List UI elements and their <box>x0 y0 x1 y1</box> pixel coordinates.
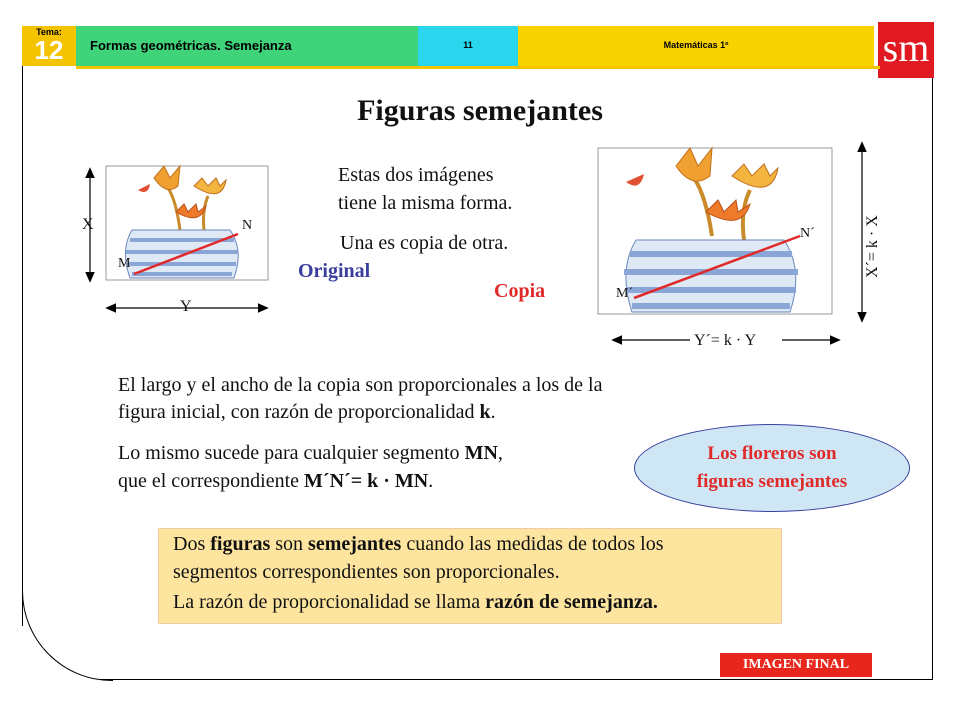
copy-vase <box>624 240 798 312</box>
label-y: Y <box>180 298 192 315</box>
intro-line-1: Estas dos imágenes <box>338 164 494 186</box>
tema-badge <box>22 26 76 66</box>
label-n: N <box>242 218 253 233</box>
logo-text: sm <box>882 25 930 70</box>
ratio-k: k <box>479 401 491 423</box>
definition-line-3: La razón de proporcionalidad se llama razón de semejanza. <box>173 591 658 613</box>
label-n-prime: N´ <box>800 226 815 241</box>
paragraph-2-line-1: Lo mismo sucede para cualquier segmento MN, <box>118 442 503 464</box>
formula-text: M´N´= k · MN <box>304 470 429 492</box>
final-image-button[interactable]: IMAGEN FINAL <box>720 653 872 677</box>
label-x: X <box>82 216 94 233</box>
frame-bottom <box>100 679 932 680</box>
unit-title <box>76 26 418 66</box>
tema-number: 12 <box>34 35 64 65</box>
subject <box>518 26 874 66</box>
note-line-2: figuras semejantes <box>696 471 848 492</box>
paragraph-1-line-2: figura inicial, con razón de proporcionalidad k. <box>118 401 496 423</box>
paragraph-2-line-2: que el correspondiente M´N´= k · MN. <box>118 470 434 492</box>
page-number <box>418 26 518 66</box>
definition-box <box>158 528 782 624</box>
copy-label: Copia <box>494 280 546 302</box>
subject-text: Matemáticas 1º <box>663 40 729 50</box>
label-m: M <box>118 256 131 271</box>
copy-vase-figure <box>596 140 886 354</box>
sm-logo <box>878 22 934 78</box>
page-title: Figuras semejantes <box>357 94 603 127</box>
paragraph-1-line-1: El largo y el ancho de la copia son proporcionales a los de la <box>118 374 603 396</box>
original-label: Original <box>298 260 371 282</box>
segment-mn-text: MN <box>464 442 498 464</box>
intro-line-3: Una es copia de otra. <box>340 232 509 254</box>
original-vase-figure <box>84 160 274 320</box>
label-y-prime: Y´= k · Y <box>694 332 757 349</box>
unit-title-text: Formas geométricas. Semejanza <box>90 38 292 53</box>
header-underline <box>76 66 880 69</box>
frame-corner <box>22 590 113 681</box>
note-line-1: Los floreros son <box>707 443 837 464</box>
definition-line-1: Dos figuras son semejantes cuando las medidas de todos los <box>173 533 664 555</box>
definition-line-2: segmentos correspondientes son proporcionales. <box>173 561 560 583</box>
similar-note <box>634 424 910 512</box>
label-x-prime: X´= k · X <box>864 215 881 278</box>
frame-right <box>932 78 933 680</box>
label-m-prime: M´ <box>616 286 634 301</box>
frame-left <box>22 66 23 626</box>
tema-label: Tema: <box>36 27 62 37</box>
page-number-text: 11 <box>463 40 473 50</box>
intro-line-2: tiene la misma forma. <box>338 192 513 214</box>
